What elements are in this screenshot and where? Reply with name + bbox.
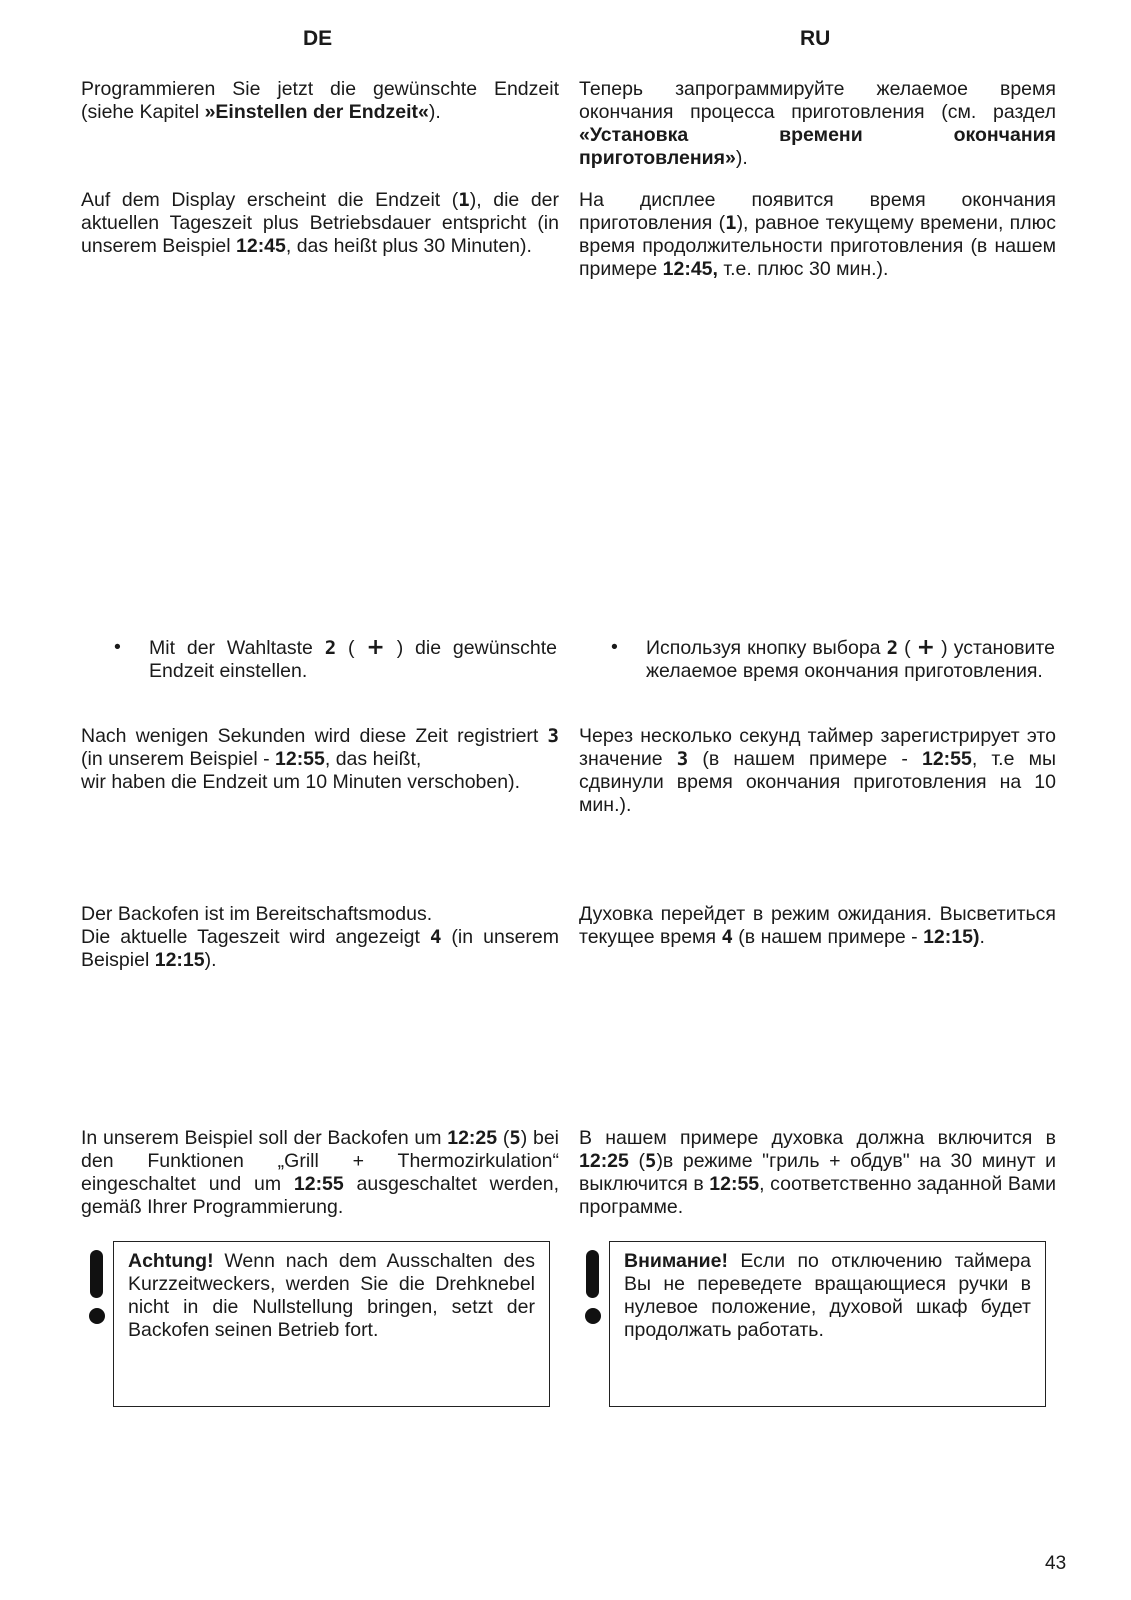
ru-p5-text-d: , соответственно заданной Вами программе. — [579, 1173, 1056, 1218]
de-bullet-text-a: Mit der Wahltaste — [149, 637, 325, 659]
ru-p2-text-c: т.е. плюс 30 мин.). — [717, 258, 889, 280]
de-bullet-text — [149, 636, 557, 683]
de-p2-text: Auf dem Display erscheint die Endzeit ( — [81, 189, 459, 211]
de-p3-text-d: wir haben die Endzeit um 10 Minuten verschoben). — [81, 771, 520, 793]
de-p4-text-b: Die aktuelle Tageszeit wird angezeigt — [81, 926, 430, 948]
ru-p4-text: Духовка перейдет в режим ожидания. Высветиться текущее время — [579, 903, 1056, 948]
ru-bullet-text — [646, 636, 1055, 683]
ru-p5-ref-num: 5 — [644, 1150, 657, 1172]
de-p5-time-end: 12:55 — [293, 1173, 344, 1195]
de-p2-text-c: , das heißt plus 30 Minuten). — [285, 235, 532, 257]
ru-paragraph-program-endtime — [579, 78, 1056, 170]
de-bullet-num: 2 — [324, 637, 337, 659]
ru-p3-time: 12:55 — [921, 748, 972, 770]
de-p5-text-b: ( — [497, 1127, 510, 1149]
de-p4-time: 12:15 — [154, 949, 205, 971]
ru-bullet-symbol: • — [611, 636, 618, 658]
de-p3-text-b: (in unserem Beispiel - — [81, 748, 275, 770]
de-paragraph-program-endtime — [81, 78, 559, 124]
page-number: 43 — [1045, 1553, 1067, 1574]
ru-p3-text: Через несколько секунд таймер зарегистрирует это значение — [579, 725, 1056, 770]
ru-warning-box — [609, 1241, 1046, 1407]
de-bullet-text-c: ) die gewünschte Endzeit einstellen. — [149, 637, 557, 682]
ru-paragraph-standby — [579, 903, 1056, 949]
ru-p5-text: В нашем примере духовка должна включится в — [579, 1127, 1056, 1149]
de-warning-box — [113, 1241, 550, 1407]
de-paragraph-time-registered — [81, 725, 559, 794]
de-warning-text: Wenn nach dem Ausschalten des Kurzzeitweckers, werden Sie die Drehknebel nicht in die Nullstellung bringen, setzt der Backofen seinen Betrieb fort. — [128, 1250, 535, 1341]
de-paragraph-example-schedule — [81, 1127, 559, 1219]
de-bullet-symbol: • — [114, 636, 121, 658]
ru-paragraph-display-endtime — [579, 189, 1056, 281]
ru-p4-time: 12:15) — [923, 926, 980, 948]
de-p3-text-c: , das heißt, — [324, 748, 422, 770]
de-p4-text: Der Backofen ist im Bereitschaftsmodus. — [81, 903, 433, 925]
de-p3-time: 12:55 — [275, 748, 325, 770]
ru-paragraph-example-schedule — [579, 1127, 1056, 1219]
ru-p3-text-b: (в нашем примере - — [688, 748, 922, 770]
ru-p1-text: Теперь запрограммируйте желаемое время окончания процесса приготовления (см. раздел — [579, 78, 1056, 123]
de-p5-text-d: ausgeschaltet werden, gemäß Ihrer Programmierung. — [81, 1173, 560, 1218]
ru-p1-end: ). — [735, 147, 748, 169]
de-p3-ref-num: 3 — [547, 725, 559, 747]
ru-p3-text-c: , т.е мы сдвинули время окончания приготовления на 10 мин.). — [579, 748, 1056, 816]
de-p2-time: 12:45 — [236, 235, 286, 257]
ru-p5-text-b: ( — [628, 1150, 645, 1172]
ru-bullet-text-a: Используя кнопку выбора — [646, 637, 887, 659]
ru-p3-ref-num: 3 — [676, 748, 689, 770]
de-p4-text-d: ). — [204, 949, 217, 971]
de-p5-time-start: 12:25 — [447, 1127, 498, 1149]
plus-icon: + — [916, 635, 936, 660]
de-paragraph-display-endtime — [81, 189, 559, 258]
de-warning-title: Achtung! — [128, 1250, 214, 1272]
plus-icon: + — [366, 635, 385, 660]
de-p5-text: In unserem Beispiel soll der Backofen um — [81, 1127, 448, 1149]
de-p1-end: ). — [428, 101, 441, 123]
de-p2-text-b: ), die der aktuellen Tageszeit plus Betriebsdauer entspricht (in unserem Beispiel — [81, 189, 560, 257]
de-p4-ref-num: 4 — [429, 926, 442, 948]
de-bullet-text-b: ( — [336, 637, 367, 659]
ru-bullet-text-c: ) установите желаемое время окончания приготовления. — [646, 637, 1055, 682]
ru-p5-time-end: 12:55 — [709, 1173, 760, 1195]
ru-p2-ref-num: 1 — [725, 212, 737, 234]
de-p5-ref-num: 5 — [509, 1127, 521, 1149]
ru-p4-ref-num: 4 — [721, 926, 733, 948]
column-header-ru: RU — [800, 27, 831, 50]
de-p5-text-c: ) bei den Funktionen „Grill + Thermozirkulation“ eingeschaltet und um — [81, 1127, 559, 1195]
column-header-de: DE — [303, 27, 333, 50]
ru-bullet-text-b: ( — [898, 637, 917, 659]
de-p2-ref-num: 1 — [458, 189, 470, 211]
de-p4-text-c: (in unserem Beispiel — [81, 926, 559, 971]
de-p3-text: Nach wenigen Sekunden wird diese Zeit registriert — [81, 725, 548, 747]
ru-bullet-num: 2 — [886, 637, 899, 659]
ru-paragraph-time-registered — [579, 725, 1056, 817]
ru-p4-text-b: (в нашем примере - — [732, 926, 924, 948]
ru-p5-time-start: 12:25 — [579, 1150, 629, 1172]
ru-p2-text: На дисплее появится время окончания приготовления ( — [579, 189, 1056, 234]
de-paragraph-standby — [81, 903, 559, 972]
ru-warning-text: Если по отключению таймера Вы не переведете вращающиеся ручки в нулевое положение, духовой шкаф будет продолжать работать. — [624, 1250, 1031, 1341]
ru-p2-time: 12:45, — [662, 258, 718, 280]
ru-p2-text-b: ), равное текущему времени, плюс время продолжительности приготовления (в нашем примере — [579, 212, 1056, 280]
de-p1-text: Programmieren Sie jetzt die gewünschte Endzeit (siehe Kapitel — [81, 78, 559, 123]
de-p1-chapter-ref: »Einstellen der Endzeit« — [204, 101, 429, 123]
ru-p4-text-c: . — [979, 926, 985, 948]
ru-p5-text-c: )в режиме "гриль + обдув" на 30 минут и выключится в — [579, 1150, 1056, 1195]
ru-warning-title: Внимание! — [624, 1250, 728, 1272]
ru-p1-chapter-ref: «Установка времени окончания приготовления» — [579, 124, 1056, 169]
